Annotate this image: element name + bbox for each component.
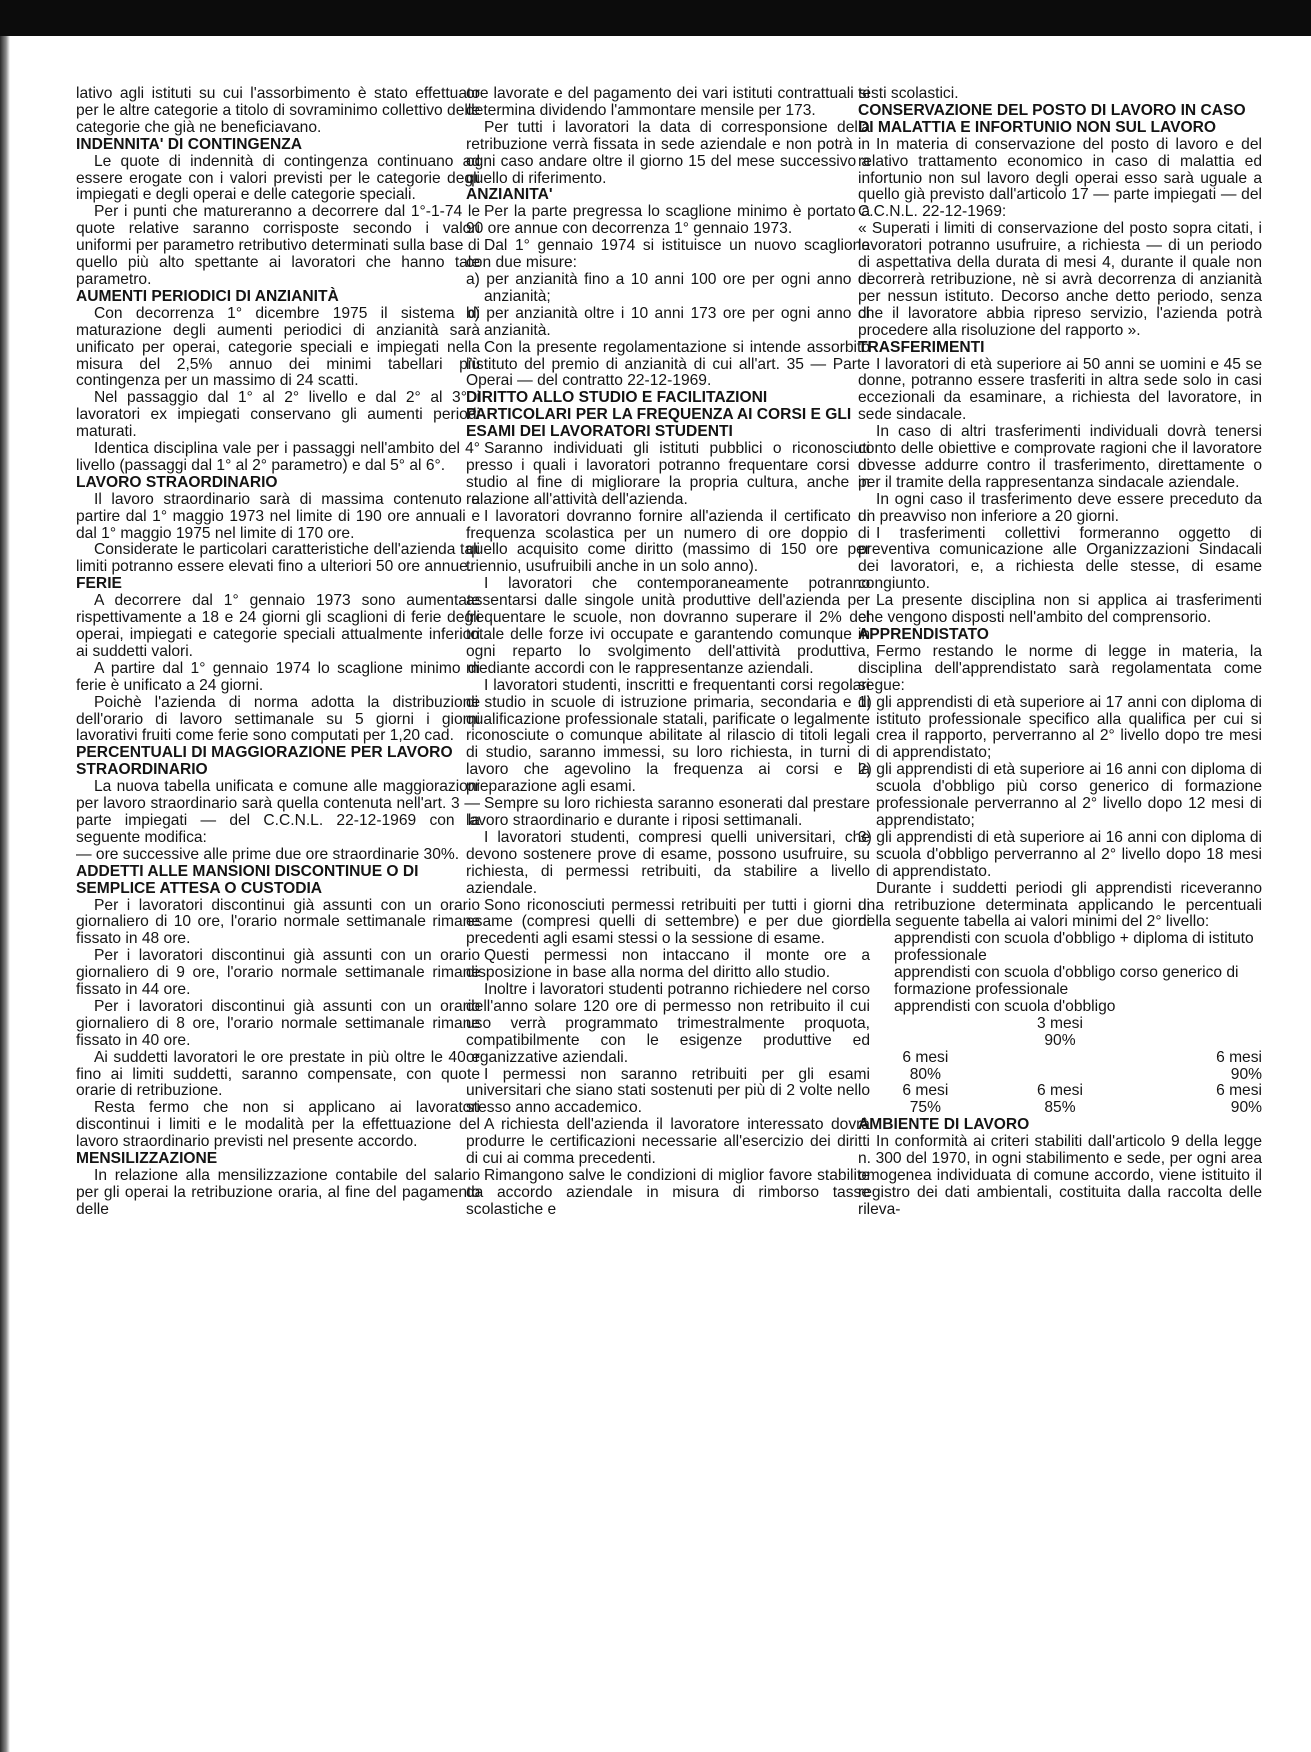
section-heading: MENSILIZZAZIONE <box>76 1150 218 1168</box>
column-2 <box>466 86 870 1219</box>
section-heading: FERIE <box>76 575 122 593</box>
table-row-label: apprendisti con scuola d'obbligo <box>894 997 1116 1015</box>
table-row <box>858 1016 1262 1033</box>
table-row-label: apprendisti con scuola d'obbligo corso generico di formazione professionale <box>894 964 1239 999</box>
scan-top-border <box>0 0 1311 36</box>
table-cell: 75% <box>909 1099 941 1117</box>
paragraph: Ai suddetti lavoratori le ore prestate in più oltre le 40 e fino ai limiti suddetti, saranno compensate, con quote orarie di retribuzione. <box>76 1048 480 1100</box>
table-cell: 6 mesi <box>902 1082 949 1100</box>
paragraph: In conformità ai criteri stabiliti dall'articolo 9 della legge n. 300 del 1970, in ogni stabilimento e sede, per ogni area omogenea individuata di comune accordo, viene istituito il registro dei dati ambientali, costituita dalla raccolta delle rileva- <box>858 1133 1262 1218</box>
paragraph: Durante i suddetti periodi gli apprendisti riceveranno una retribuzione determinata applicando le percentuali della seguente tabella ai valori minimi del 2° livello: <box>858 879 1262 931</box>
paragraph: ore lavorate e del pagamento dei vari istituti contrattuali si determina dividendo l'ammontare mensile per 173. <box>466 85 870 119</box>
paragraph: testi scolastici. <box>858 85 959 102</box>
table-cell: 6 mesi <box>902 1048 949 1066</box>
paragraph: Per tutti i lavoratori la data di corresponsione della retribuzione verrà fissata in sede aziendale e non potrà in ogni caso andare oltre il giorno 15 del mese successivo a quello di riferimento. <box>466 118 870 187</box>
paragraph: I lavoratori studenti, compresi quelli universitari, che devono sostenere prove di esame, possono usufruire, su richiesta, di permessi retribuiti, da stabilire a livello aziendale. <box>466 828 870 897</box>
section-heading: PERCENTUALI DI MAGGIORAZIONE PER LAVORO STRAORDINARIO <box>76 744 453 779</box>
section-heading: APPRENDISTATO <box>858 626 989 643</box>
paragraph: Con decorrenza 1° dicembre 1975 il sistema di maturazione degli aumenti periodici di anzianità sarà unificato per operai, categorie speciali e impiegati nella misura del 2,5% annuo dei minimi tabellari più contingenza per un massimo di 24 scatti. <box>76 304 480 390</box>
table-cell: 90% <box>1230 1099 1262 1117</box>
paragraph: In ogni caso il trasferimento deve essere preceduto da un preavviso non inferiore a 20 giorni. <box>858 490 1262 525</box>
list-item: 1) gli apprendisti di età superiore ai 17 anni con diploma di istituto professionale specifico alla qualifica per cui si crea il rapporto, perverranno al 2° livello dopo tre mesi di apprendistato; <box>858 693 1262 762</box>
section-heading: ANZIANITA' <box>466 186 553 204</box>
list-item: 3) gli apprendisti di età superiore ai 16 anni con diploma di scuola d'obbligo perverranno al 2° livello dopo 18 mesi di apprendistato. <box>858 828 1262 880</box>
column-3 <box>858 86 1262 1219</box>
list <box>466 272 870 340</box>
paragraph: Sempre su loro richiesta saranno esonerati dal prestare lavoro straordinario e durante i riposi settimanali. <box>466 795 870 829</box>
paragraph: Per la parte pregressa lo scaglione minimo è portato a 90 ore annue con decorrenza 1° gennaio 1973. <box>466 203 870 238</box>
column-1 <box>76 86 480 1219</box>
list-item: — ore successive alle prime due ore straordinarie 30%. <box>76 845 460 863</box>
table-cell: 6 mesi <box>1216 1048 1262 1066</box>
section-heading: ADDETTI ALLE MANSIONI DISCONTINUE O DI SEMPLICE ATTESA O CUSTODIA <box>76 862 419 897</box>
section-heading: CONSERVAZIONE DEL POSTO DI LAVORO IN CASO DI MALATTIA E INFORTUNIO NON SUL LAVORO <box>858 101 1246 136</box>
paragraph: A partire dal 1° gennaio 1974 lo scaglione minimo di ferie è unificato a 24 giorni. <box>76 659 480 694</box>
paragraph: Questi permessi non intaccano il monte ore a disposizione in base alla norma del diritto allo studio. <box>466 947 870 982</box>
table-cell: 90% <box>1044 1031 1076 1049</box>
table-row <box>858 1083 1262 1100</box>
paragraph: In materia di conservazione del posto di lavoro e del relativo trattamento economico in caso di malattia ed infortunio non sul lavoro degli operai esso sarà uguale a quello già previsto dall'articolo 17 — parte impiegati — del C.C.N.L. 22-12-1969: <box>858 135 1262 221</box>
section-heading: AUMENTI PERIODICI DI ANZIANITÀ <box>76 287 339 305</box>
paragraph: I lavoratori dovranno fornire all'azienda il certificato di frequenza scolastica per un numero di ore doppio di quello acquisito come diritto (massimo di 150 ore per triennio, usufruibili anche in un solo anno). <box>466 507 870 576</box>
paragraph: A decorrere dal 1° gennaio 1973 sono aumentate rispettivamente a 18 e 24 giorni gli scaglioni di ferie degli operai, impiegati e categorie speciali attualmente inferiori ai suddetti valori. <box>76 592 480 660</box>
paragraph: A richiesta dell'azienda il lavoratore interessato dovrà produrre le certificazioni necessarie all'esercizio dei diritti di cui ai comma precedenti. <box>466 1116 870 1168</box>
table-cell: 6 mesi <box>1216 1082 1262 1100</box>
paragraph: Per i lavoratori discontinui già assunti con un orario giornaliero di 8 ore, l'orario normale settimanale rimane fissato in 40 ore. <box>76 997 480 1049</box>
paragraph: I lavoratori di età superiore ai 50 anni se uomini e 45 se donne, potranno essere trasferiti in altra sede solo in casi eccezionali da esaminare, a richiesta del lavoratore, in sede sindacale. <box>858 355 1262 424</box>
apprenticeship-table <box>858 1016 1262 1117</box>
paragraph: I lavoratori studenti, inscritti e frequentanti corsi regolari di studio in scuole di istruzione primaria, secondaria e di qualificazione professionale statali, parificate o legalmente riconosciute o comunque abilitate al rilascio di titoli legali di studio, saranno immessi, su loro richiesta, in turni di lavoro che agevolino la frequenza ai corsi e la preparazione agli esami. <box>466 676 870 796</box>
section-heading: AMBIENTE DI LAVORO <box>858 1116 1030 1134</box>
table-cell: 85% <box>1044 1099 1076 1117</box>
paragraph: Inoltre i lavoratori studenti potranno richiedere nel corso dell'anno solare 120 ore di permesso non retribuito il cui uso verrà programmato trimestralmente proquota, compatibilmente con le esigenze produttive ed organizzative aziendali. <box>466 981 870 1066</box>
paragraph: Resta fermo che non si applicano ai lavoratori discontinui i limiti e le modalità per la effettuazione del lavoro straordinario previsti nel presente accordo. <box>76 1099 480 1151</box>
paragraph: Fermo restando le norme di legge in materia, la disciplina dell'apprendistato sarà regolamentata come segue: <box>858 642 1262 694</box>
table-cell: 6 mesi <box>1037 1082 1083 1100</box>
section-heading: LAVORO STRAORDINARIO <box>76 473 278 491</box>
list <box>76 847 480 864</box>
paragraph: Per i punti che matureranno a decorrere dal 1°-1-74 le quote relative saranno corrisposte secondo i valori uniformi per parametro retributivo determinati sulla base di quello più alto spettante ai lavoratori che hanno tale parametro. <box>76 203 480 288</box>
paragraph: I permessi non saranno retribuiti per gli esami universitari che siano stati sostenuti per più di 2 volte nello stesso anno accademico. <box>466 1065 870 1117</box>
paragraph: La presente disciplina non si applica ai trasferimenti che vengono disposti nell'ambito del comprensorio. <box>858 592 1262 627</box>
section-heading: INDENNITA' DI CONTINGENZA <box>76 135 303 153</box>
paragraph: Poichè l'azienda di norma adotta la distribuzione dell'orario di lavoro settimanale su 5 giorni i giorni lavorativi fruiti come ferie sono computati per 1,20 cad. <box>76 693 480 745</box>
list-item: b) per anzianità oltre i 10 anni 173 ore per ogni anno di anzianità. <box>466 304 870 339</box>
paragraph: Per i lavoratori discontinui già assunti con un orario giornaliero di 10 ore, l'orario normale settimanale rimane fissato in 48 ore. <box>76 896 480 948</box>
table-cell: 3 mesi <box>1037 1014 1083 1032</box>
paragraph: I trasferimenti collettivi formeranno oggetto di preventiva comunicazione alle Organizzazioni Sindacali dei lavoratori, e, a richiesta delle stesse, di esame congiunto. <box>858 524 1262 593</box>
table-row <box>858 1100 1262 1117</box>
paragraph: lativo agli istituti su cui l'assorbimento è stato effettuato per le altre categorie a titolo di sovraminimo collettivo delle categorie che già ne beneficiavano. <box>76 85 480 136</box>
paragraph: In relazione alla mensilizzazione contabile del salario per gli operai la retribuzione oraria, al fine del pagamento delle <box>76 1167 480 1218</box>
table-cell: 80% <box>909 1065 941 1083</box>
paragraph: Identica disciplina vale per i passaggi nell'ambito del 4° livello (passaggi dal 1° al 2° parametro) e dal 5° al 6°. <box>76 440 480 474</box>
paragraph: Dal 1° gennaio 1974 si istituisce un nuovo scaglione con due misure: <box>466 237 870 272</box>
paragraph: « Superati i limiti di conservazione del posto sopra citati, i lavoratori potranno usufruire, a richiesta — di un periodo di aspettativa della durata di mesi 4, durante il quale non decorrerà retribuzione, nè si avrà decorrenza di anzianità per nessun istituto. Decorso anche detto periodo, senza che il lavoratore abbia ripreso servizio, l'azienda potrà procedere alla risoluzione del rapporto ». <box>858 220 1262 339</box>
list-item: 2) gli apprendisti di età superiore ai 16 anni con diploma di scuola d'obbligo più corso generico di formazione professionale perverranno al 2° livello dopo 12 mesi di apprendistato; <box>858 761 1262 829</box>
paragraph: Rimangono salve le condizioni di miglior favore stabilite da accordo aziendale in misura di rimborso tasse scolastiche e <box>466 1167 870 1218</box>
paragraph: In caso di altri trasferimenti individuali dovrà tenersi conto delle obiettive e comprovate ragioni che il lavoratore dovesse addurre contro il trasferimento, direttamente o per il tramite della rappresentanza sindacale aziendale. <box>858 423 1262 491</box>
paragraph: Saranno individuati gli istituti pubblici o riconosciuti presso i quali i lavoratori potranno frequentare corsi di studio al fine di migliorare la propria cultura, anche in relazione all'attività dell'azienda. <box>466 440 870 508</box>
paragraph: La nuova tabella unificata e comune alle maggiorazioni per lavoro straordinario sarà quella contenuta nell'art. 3 — parte impiegati — del C.C.N.L. 22-12-1969 con la seguente modifica: <box>76 778 480 846</box>
table-cell: 90% <box>1230 1065 1262 1083</box>
section-heading: DIRITTO ALLO STUDIO E FACILITAZIONI PARTICOLARI PER LA FREQUENZA AI CORSI E GLI ESAMI DEI LAVORATORI STUDENTI <box>466 389 852 441</box>
section-heading: TRASFERIMENTI <box>858 338 985 356</box>
table-row-label: apprendisti con scuola d'obbligo + diploma di istituto professionale <box>894 930 1254 965</box>
paragraph: Nel passaggio dal 1° al 2° livello e dal 2° al 3° i lavoratori ex impiegati conservano gli aumenti periodi maturati. <box>76 389 480 441</box>
paragraph: Le quote di indennità di contingenza continuano ad essere erogate con i valori previsti per le categorie degli impiegati e degli operai e delle categorie speciali. <box>76 152 480 204</box>
table-row <box>858 1050 1262 1067</box>
paragraph: Per i lavoratori discontinui già assunti con un orario giornaliero di 9 ore, l'orario normale settimanale rimane fissato in 44 ore. <box>76 947 480 999</box>
table-row <box>858 1067 1262 1084</box>
table-row <box>858 1033 1262 1050</box>
list-item: a) per anzianità fino a 10 anni 100 ore per ogni anno di anzianità; <box>466 270 870 305</box>
paragraph: Considerate le particolari caratteristiche dell'azienda tali limiti potranno essere elevati fino a ulteriori 50 ore annue. <box>76 541 480 576</box>
paragraph: Sono riconosciuti permessi retribuiti per tutti i giorni di esame (compresi quelli di settembre) e per due giorni precedenti agli esami stessi o la sessione di esame. <box>466 896 870 948</box>
paragraph: I lavoratori che contemporaneamente potranno assentarsi dalle singole unità produttive dell'azienda per frequentare le scuole, non dovranno superare il 2% del totale delle forze ivi occupate e garantendo comunque in ogni reparto lo svolgimento dell'attività produttiva, mediante accordi con le rappresentanze aziendali. <box>466 575 870 677</box>
paragraph: Con la presente regolamentazione si intende assorbito l'istituto del premio di anzianità di cui all'art. 35 — Parte Operai — del contratto 22-12-1969. <box>466 338 870 390</box>
paragraph: Il lavoro straordinario sarà di massima contenuto a partire dal 1° maggio 1973 nel limite di 190 ore annuali e dal 1° maggio 1975 nel limite di 170 ore. <box>76 490 480 542</box>
list <box>858 695 1262 881</box>
scan-left-edge <box>0 36 10 1752</box>
